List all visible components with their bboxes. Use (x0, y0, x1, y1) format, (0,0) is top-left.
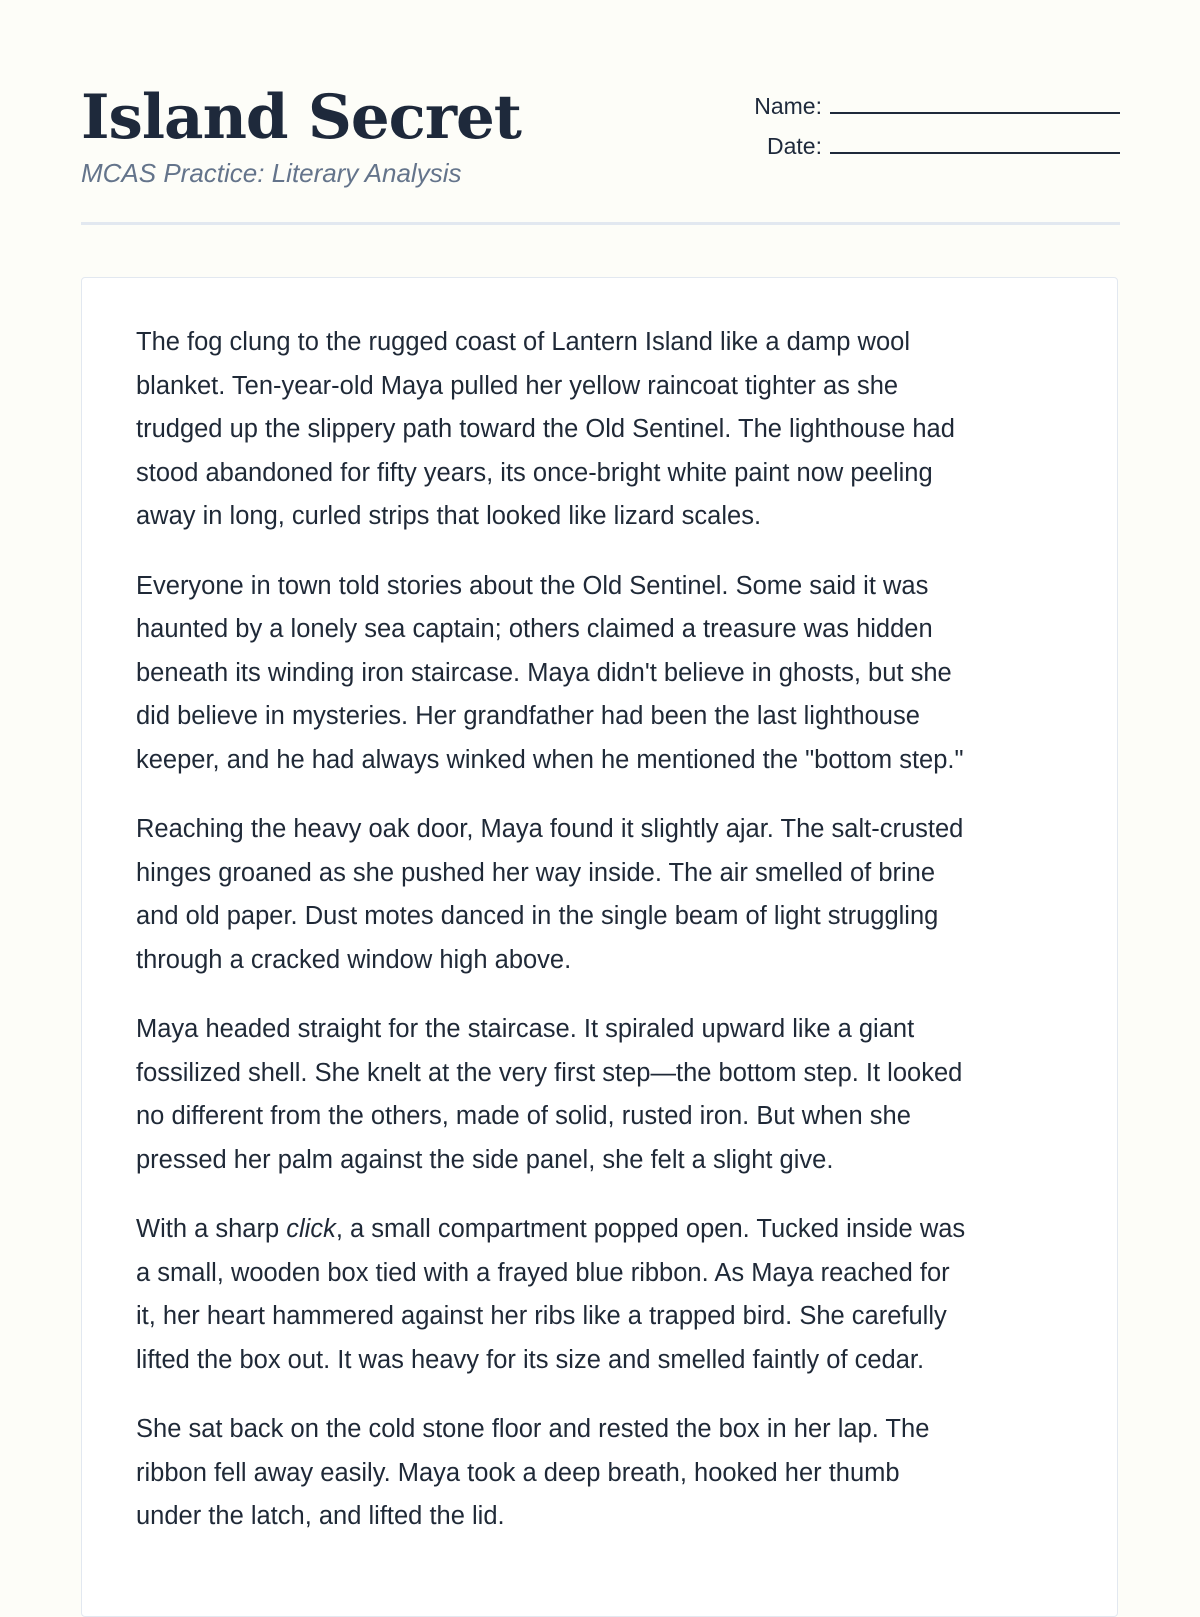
passage-line: ribbon fell away easily. Maya took a deep breath, hooked her thumb (136, 1458, 900, 1487)
passage-line: haunted by a lonely sea captain; others claimed a treasure was hidden (136, 615, 933, 643)
passage-line: away in long, curled strips that looked like lizard scales. (136, 502, 762, 530)
passage-line: hinges groaned as she pushed her way inside. The air smelled of brine (136, 858, 936, 887)
passage-line: She sat back on the cold stone floor and rested the box in her lap. The (136, 1415, 930, 1443)
page-title: Island Secret (81, 82, 521, 153)
passage-line: The fog clung to the rugged coast of Lantern Island like a damp wool (136, 328, 910, 356)
passage-line-end: , a small compartment popped open. Tucked inside was (335, 1215, 966, 1243)
passage-paragraph-4 (136, 1008, 1063, 1182)
passage-line: Maya headed straight for the staircase. It spiraled upward like a giant (136, 1015, 915, 1043)
emphasized-word: click (286, 1215, 336, 1243)
passage-line: Reaching the heavy oak door, Maya found it slightly ajar. The salt-crusted (136, 815, 964, 843)
passage-line: under the latch, and lifted the lid. (136, 1502, 505, 1530)
date-label: Date: (767, 133, 822, 159)
passage-line: pressed her palm against the side panel, she felt a slight give. (136, 1145, 834, 1174)
passage-line: a small, wooden box tied with a frayed blue ribbon. As Maya reached for (136, 1258, 950, 1287)
passage-line: blanket. Ten-year-old Maya pulled her yellow raincoat tighter as she (136, 371, 899, 400)
passage-line: lifted the box out. It was heavy for its size and smelled faintly of cedar. (136, 1345, 925, 1374)
passage-paragraph-6 (136, 1408, 1063, 1539)
name-blank-line[interactable] (830, 111, 1120, 114)
passage-line: stood abandoned for fifty years, its once-bright white paint now peeling (136, 458, 933, 487)
passage-card (81, 277, 1118, 1617)
passage-paragraph-3 (136, 808, 1063, 982)
name-field-row (720, 80, 1120, 120)
passage-line: fossilized shell. She knelt at the very first step—the bottom step. It looked (136, 1058, 963, 1087)
worksheet-header (81, 78, 1120, 225)
passage-line: and old paper. Dust motes danced in the single beam of light struggling (136, 902, 939, 930)
passage-line: trudged up the slippery path toward the Old Sentinel. The lighthouse had (136, 415, 955, 443)
passage-paragraph-5 (136, 1208, 1063, 1382)
passage-line: beneath its winding iron staircase. Maya didn't believe in ghosts, but she (136, 658, 952, 687)
passage-paragraph-1 (136, 321, 1063, 539)
passage-line: keeper, and he had always winked when he mentioned the "bottom step." (136, 745, 964, 774)
passage-line: Everyone in town told stories about the Old Sentinel. Some said it was (136, 571, 929, 600)
name-label: Name: (754, 93, 822, 119)
student-info-fields (720, 80, 1120, 160)
passage-line: through a cracked window high above. (136, 945, 572, 974)
passage-line: it, her heart hammered against her ribs like a trapped bird. She carefully (136, 1302, 947, 1330)
passage-line: did believe in mysteries. Her grandfather had been the last lighthouse (136, 702, 920, 730)
passage-line: no different from the others, made of solid, rusted iron. But when she (136, 1102, 911, 1130)
passage-paragraph-2 (136, 565, 1063, 783)
page-subtitle: MCAS Practice: Literary Analysis (81, 158, 462, 188)
passage-line-start: With a sharp (136, 1215, 287, 1243)
date-blank-line[interactable] (830, 151, 1120, 154)
date-field-row (720, 120, 1120, 160)
